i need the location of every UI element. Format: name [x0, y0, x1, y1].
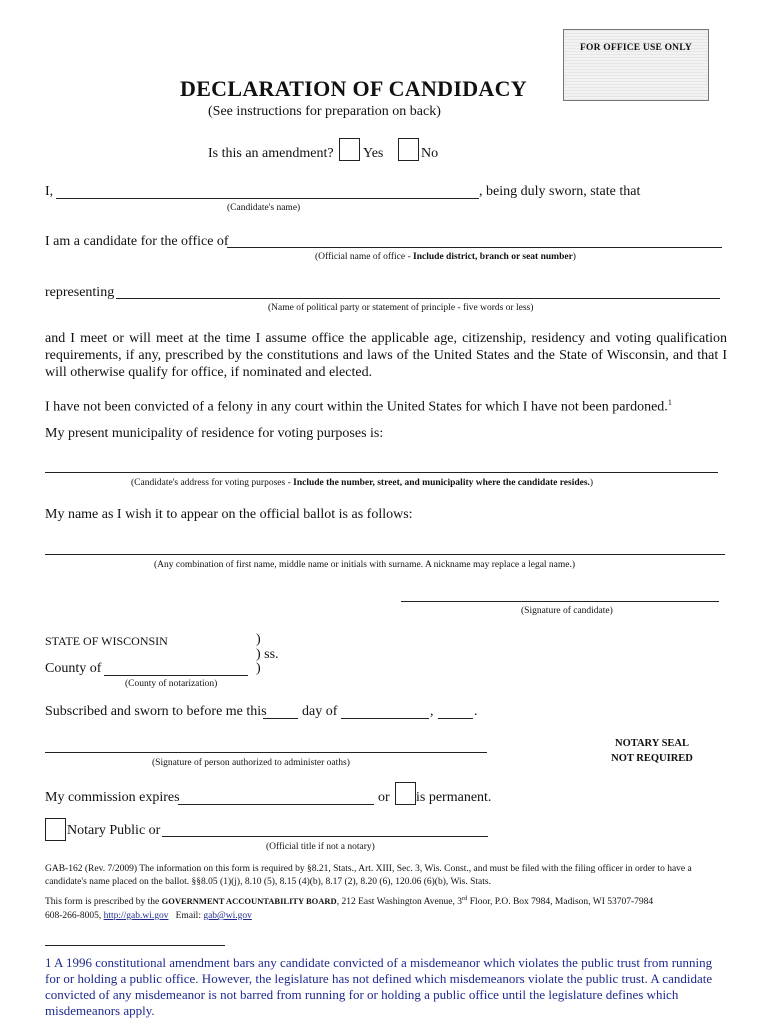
representing-prefix: representing [45, 285, 115, 300]
sworn-year-field[interactable] [438, 718, 473, 719]
qualification-paragraph: and I meet or will meet at the time I assume office the applicable age, citizenship, residency and voting qualification requirements, if any, prescribed by the constitutions and laws of the United States and the State of Wisconsin, and that I will otherwise qualify for office, if nominated and elected. [45, 331, 727, 380]
felony-statement [45, 398, 672, 416]
footnote-separator [45, 945, 225, 946]
county-prefix: County of [45, 661, 102, 676]
gab-email-link[interactable]: gab@wi.gov [203, 911, 252, 921]
oath-signature-caption: (Signature of person authorized to administer oaths) [152, 758, 350, 768]
sworn-comma: , [430, 704, 434, 719]
address-caption-bold: Include the number, street, and municipality where the candidate resides. [293, 478, 590, 488]
amendment-no-checkbox[interactable] [398, 138, 419, 161]
amendment-question: Is this an amendment? [208, 146, 334, 161]
county-caption: (County of notarization) [125, 679, 218, 689]
county-field[interactable] [104, 675, 248, 676]
candidate-name-caption: (Candidate's name) [227, 203, 301, 213]
official-title-field[interactable] [162, 836, 488, 837]
county-paren: ) [256, 661, 261, 676]
commission-permanent-checkbox[interactable] [395, 782, 416, 805]
form-subtitle: (See instructions for preparation on back) [208, 104, 441, 119]
footnote [45, 955, 729, 1019]
office-caption-bold: Include district, branch or seat number [413, 252, 573, 262]
candidate-suffix: , being duly sworn, state that [479, 184, 641, 199]
office-use-label: FOR OFFICE USE ONLY [580, 43, 692, 53]
footnote-mark: 1 [45, 955, 52, 970]
contact-phone: 608-266-8005, [45, 911, 102, 921]
ss-label: ) ss. [256, 647, 279, 662]
address-caption [131, 478, 593, 488]
representing-caption: (Name of political party or statement of principle - five words or less) [268, 303, 534, 313]
notary-public-label: Notary Public or [67, 823, 161, 838]
footnote-text: A 1996 constitutional amendment bars any candidate convicted of a misdemeanor which violates the public trust from running for or holding a public office. However, the legislature has not defined which misdemeanors violate the public trust. A candidate convicted of any misdemeanor is not barred from running for or holding a public office until the legislature defines which misdemeanors apply. [45, 955, 713, 1018]
commission-permanent-label: is permanent. [416, 790, 492, 805]
gab-info: GAB-162 (Rev. 7/2009) The information on this form is required by §8.21, Stats., Art. XIII, Sec. 3, Wis. Const., and must be filed with the filing officer in order to have a candidate's name placed on the ballot. §§8.05 (1)(j), 8.10 (5), 8.15 (4)(b), 8.17 (2), 8.20 (6), 120.06 (6)(b), Wis. Stats. [45, 864, 692, 887]
notary-public-checkbox[interactable] [45, 818, 66, 841]
notary-seal-note [596, 736, 708, 766]
amendment-no-label: No [421, 146, 439, 161]
form-title: DECLARATION OF CANDIDACY [180, 76, 527, 101]
state-paren: ) [256, 632, 261, 647]
candidate-signature-field[interactable] [401, 601, 719, 602]
felony-text: I have not been convicted of a felony in any court within the United States for which I have not been pardoned. [45, 399, 668, 415]
felony-footnote-mark: 1 [667, 398, 672, 407]
contact-line [45, 911, 252, 921]
sworn-month-field[interactable] [341, 718, 429, 719]
oath-signature-field[interactable] [45, 752, 487, 753]
gab-website-link[interactable]: http://gab.wi.gov [103, 911, 169, 921]
prescribed-address: , 212 East Washington Avenue, 3 [336, 897, 462, 908]
office-caption-start: (Official name of office - [315, 252, 414, 262]
commission-date-field[interactable] [178, 804, 374, 805]
state-label: STATE OF WISCONSIN [45, 634, 168, 648]
office-use-box [563, 29, 709, 101]
notary-seal-line1: NOTARY SEAL [614, 738, 690, 749]
address-caption-start: (Candidate's address for voting purposes - [131, 478, 294, 488]
prescribed-start: This form is prescribed by the [45, 897, 162, 908]
candidate-signature-caption: (Signature of candidate) [521, 606, 613, 616]
amendment-yes-label: Yes [363, 146, 384, 161]
office-caption [315, 252, 576, 262]
office-caption-end: ) [572, 252, 576, 262]
address-field[interactable] [45, 472, 718, 473]
prescribed-by [45, 895, 729, 907]
representing-field[interactable] [116, 298, 720, 299]
sworn-day-label: day of [302, 704, 338, 719]
ballot-name-field[interactable] [45, 554, 725, 555]
sworn-day-field[interactable] [263, 718, 298, 719]
candidate-name-field[interactable] [56, 198, 479, 199]
candidate-prefix: I, [45, 184, 54, 199]
ballot-name-statement: My name as I wish it to appear on the official ballot is as follows: [45, 507, 413, 522]
prescribed-board: GOVERNMENT ACCOUNTABILITY BOARD [161, 896, 337, 907]
amendment-yes-checkbox[interactable] [339, 138, 360, 161]
prescribed-address-end: Floor, P.O. Box 7984, Madison, WI 53707-7984 [467, 897, 654, 908]
contact-email-label: Email: [175, 911, 201, 921]
address-caption-end: ) [589, 478, 594, 488]
prescribed-sup: rd [461, 895, 468, 902]
official-title-caption: (Official title if not a notary) [266, 842, 375, 852]
office-name-field[interactable] [227, 247, 722, 248]
office-prefix: I am a candidate for the office of [45, 234, 229, 249]
commission-prefix: My commission expires [45, 790, 180, 805]
ballot-name-caption: (Any combination of first name, middle name or initials with surname. A nickname may replace a legal name.) [154, 560, 576, 570]
commission-or: or [378, 790, 390, 805]
residence-statement: My present municipality of residence for voting purposes is: [45, 426, 384, 441]
notary-seal-line2: NOT REQUIRED [611, 753, 693, 764]
sworn-prefix: Subscribed and sworn to before me this [45, 704, 267, 719]
sworn-period: . [474, 704, 478, 719]
